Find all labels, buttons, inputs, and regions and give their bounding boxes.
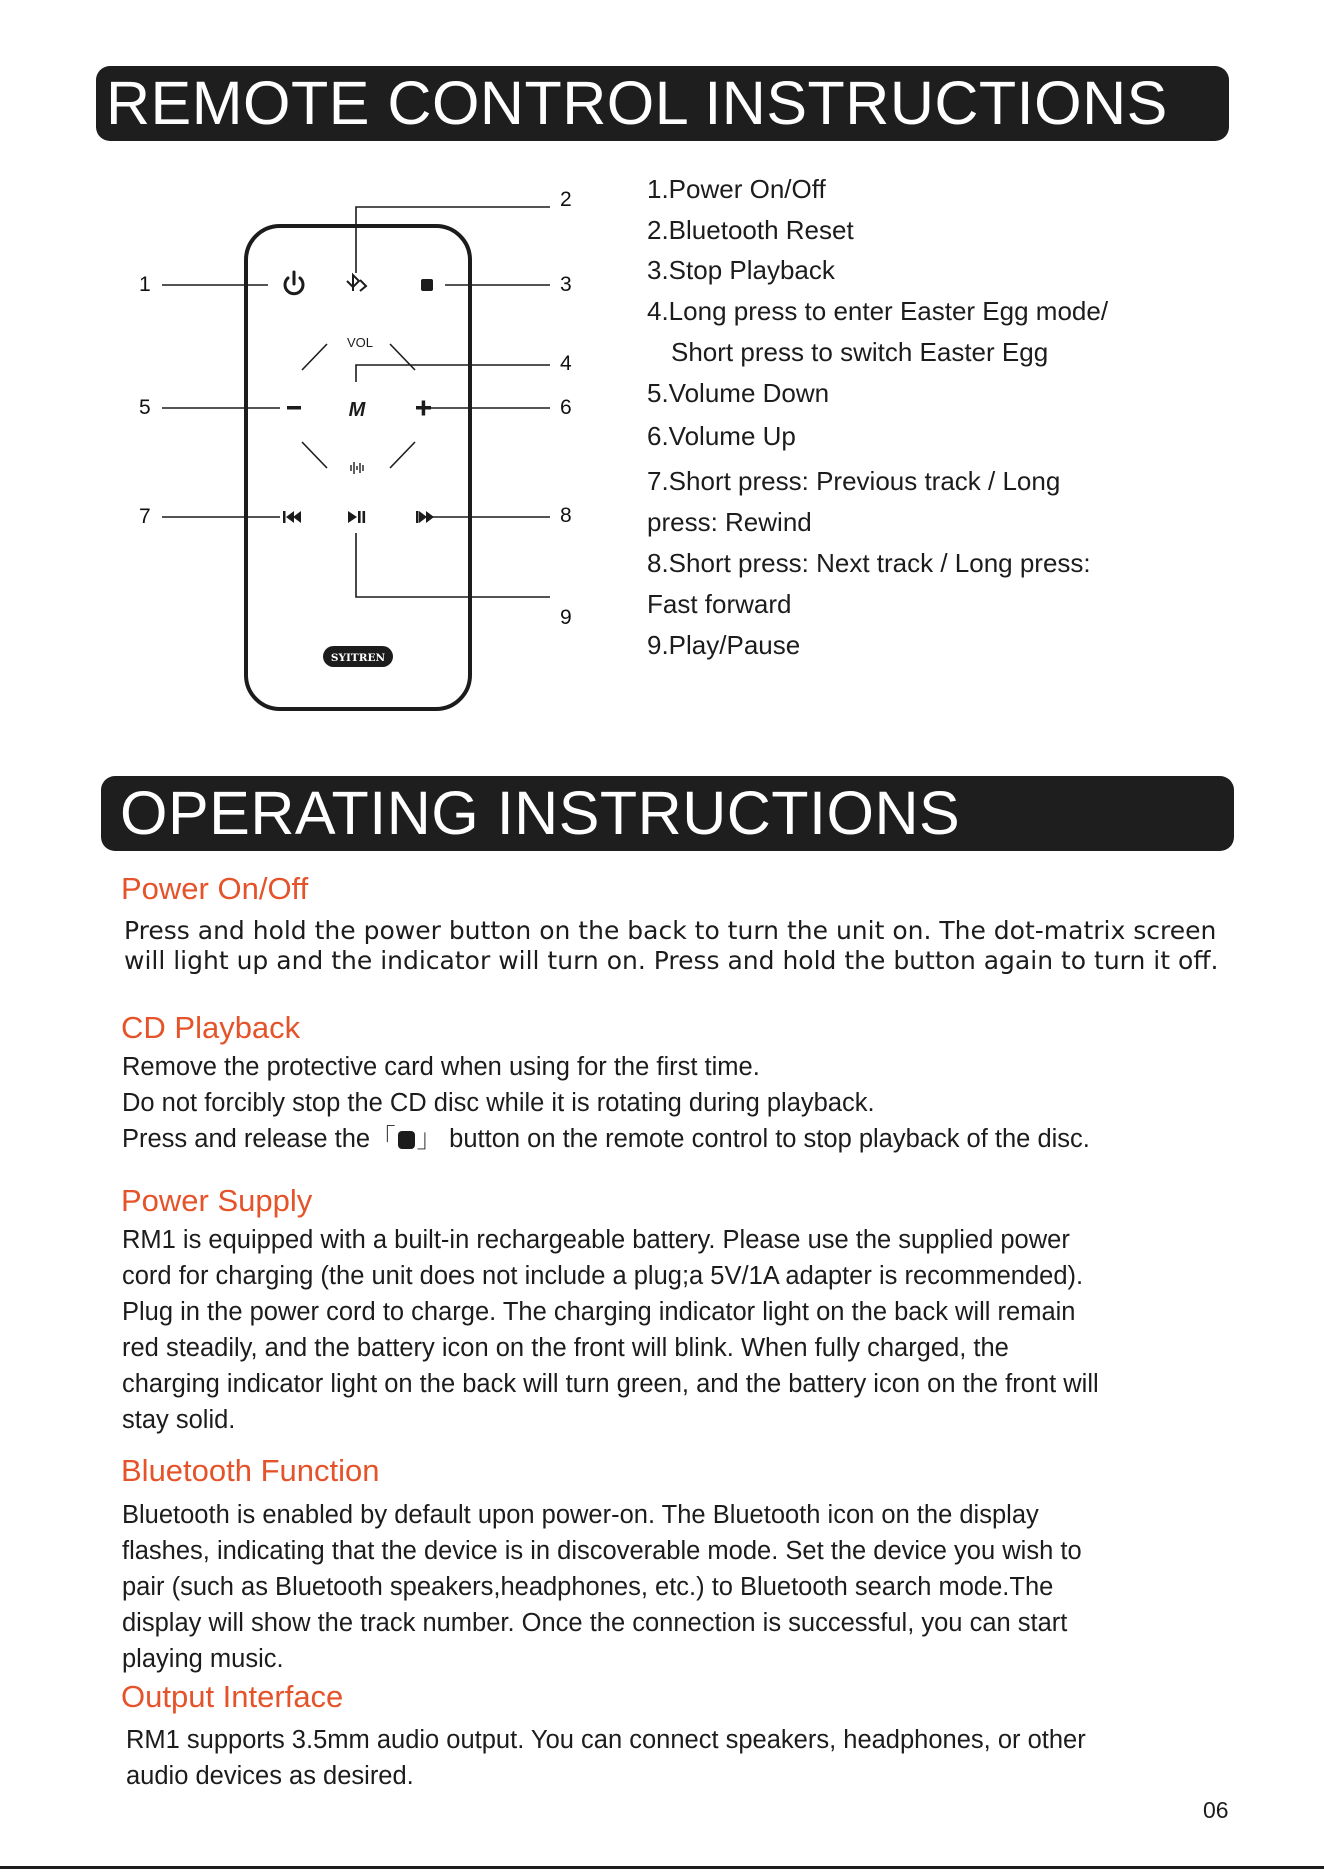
text-line: RM1 is equipped with a built-in rechargeable battery. Please use the supplied power bbox=[122, 1226, 1070, 1254]
text-line: Bluetooth is enabled by default upon power-on. The Bluetooth icon on the display bbox=[122, 1501, 1039, 1529]
bluetooth-reset-icon bbox=[347, 275, 366, 291]
output-paragraph bbox=[126, 1722, 1086, 1794]
function-item: 5.Volume Down bbox=[647, 378, 830, 408]
text-line: pair (such as Bluetooth speakers,headphones, etc.) to Bluetooth search mode.The bbox=[122, 1573, 1054, 1601]
power-icon bbox=[285, 272, 303, 294]
bottom-rule bbox=[0, 1866, 1324, 1869]
vol-label: VOL bbox=[346, 335, 374, 350]
text-line: Remove the protective card when using for the first time. bbox=[122, 1053, 760, 1081]
text-fragment: Press and release the「 bbox=[122, 1125, 396, 1153]
callout-1: 1 bbox=[139, 273, 151, 296]
text-line: Plug in the power cord to charge. The charging indicator light on the back will remain bbox=[122, 1298, 1076, 1326]
callout-7: 7 bbox=[139, 505, 151, 528]
output-section-title: Output Interface bbox=[121, 1679, 344, 1714]
mode-icon: M bbox=[348, 399, 366, 421]
callout-6: 6 bbox=[560, 396, 572, 419]
remote-body bbox=[246, 226, 470, 709]
text-fragment: 」 button on the remote control to stop playback of the disc. bbox=[416, 1125, 1090, 1153]
text-line: stay solid. bbox=[122, 1406, 236, 1434]
callout-2: 2 bbox=[560, 188, 572, 211]
cd-paragraph bbox=[122, 1049, 1090, 1157]
function-item: 1.Power On/Off bbox=[647, 174, 826, 204]
text-line: display will show the track number. Once the connection is successful, you can start bbox=[122, 1609, 1068, 1637]
text-line: RM1 supports 3.5mm audio output. You can connect speakers, headphones, or other bbox=[126, 1726, 1086, 1754]
function-item: 9.Play/Pause bbox=[647, 630, 801, 660]
power-section-title: Power On/Off bbox=[121, 871, 309, 906]
callout-3: 3 bbox=[560, 273, 572, 296]
text-line: red steadily, and the battery icon on the front will blink. When fully charged, the bbox=[122, 1334, 1009, 1362]
callout-5: 5 bbox=[139, 396, 151, 419]
minus-icon bbox=[287, 406, 301, 410]
text-line: Press and hold the power button on the back to turn the unit on. The dot-matrix screen bbox=[124, 916, 1217, 945]
stop-icon bbox=[421, 279, 433, 291]
cd-section-title: CD Playback bbox=[121, 1010, 301, 1045]
text-line: Do not forcibly stop the CD disc while it is rotating during playback. bbox=[122, 1089, 875, 1117]
callout-8: 8 bbox=[560, 504, 572, 527]
text-line: flashes, indicating that the device is in discoverable mode. Set the device you wish to bbox=[122, 1537, 1082, 1565]
function-item: 7.Short press: Previous track / Long bbox=[647, 466, 1061, 496]
function-item: 4.Long press to enter Easter Egg mode/ bbox=[647, 296, 1109, 326]
text-line: charging indicator light on the back will turn green, and the battery icon on the front will bbox=[122, 1370, 1099, 1398]
callout-9: 9 bbox=[560, 606, 572, 629]
easter-egg-icon bbox=[351, 462, 363, 474]
function-item: Short press to switch Easter Egg bbox=[671, 337, 1049, 367]
supply-paragraph bbox=[122, 1222, 1099, 1438]
bluetooth-section-title: Bluetooth Function bbox=[121, 1453, 380, 1488]
text-line bbox=[122, 1121, 1090, 1157]
function-item: 3.Stop Playback bbox=[647, 255, 835, 285]
brand-logo: SYITREN bbox=[330, 652, 386, 664]
bluetooth-paragraph bbox=[122, 1497, 1082, 1677]
function-item: 2.Bluetooth Reset bbox=[647, 215, 854, 245]
operating-banner: OPERATING INSTRUCTIONS bbox=[101, 776, 1234, 851]
plus-icon bbox=[416, 401, 431, 416]
remote-diagram bbox=[120, 170, 600, 730]
next-icon bbox=[416, 511, 434, 523]
play-pause-icon bbox=[348, 511, 365, 523]
supply-section-title: Power Supply bbox=[121, 1183, 313, 1218]
text-line: cord for charging (the unit does not include a plug;a 5V/1A adapter is recommended). bbox=[122, 1262, 1084, 1290]
function-item: press: Rewind bbox=[647, 507, 812, 537]
function-item: Fast forward bbox=[647, 589, 792, 619]
function-item: 6.Volume Up bbox=[647, 421, 796, 451]
remote-control-banner: REMOTE CONTROL INSTRUCTIONS bbox=[96, 66, 1229, 141]
power-paragraph bbox=[124, 916, 1218, 976]
function-item: 8.Short press: Next track / Long press: bbox=[647, 548, 1091, 578]
page-number: 06 bbox=[1203, 1797, 1229, 1823]
text-line: playing music. bbox=[122, 1645, 284, 1673]
previous-icon bbox=[283, 511, 301, 523]
text-line: audio devices as desired. bbox=[126, 1762, 414, 1790]
text-line: will light up and the indicator will turn on. Press and hold the button again to turn it off. bbox=[124, 946, 1219, 975]
remote-illustration bbox=[120, 170, 600, 730]
stop-icon bbox=[398, 1131, 415, 1149]
callout-4: 4 bbox=[560, 352, 572, 375]
